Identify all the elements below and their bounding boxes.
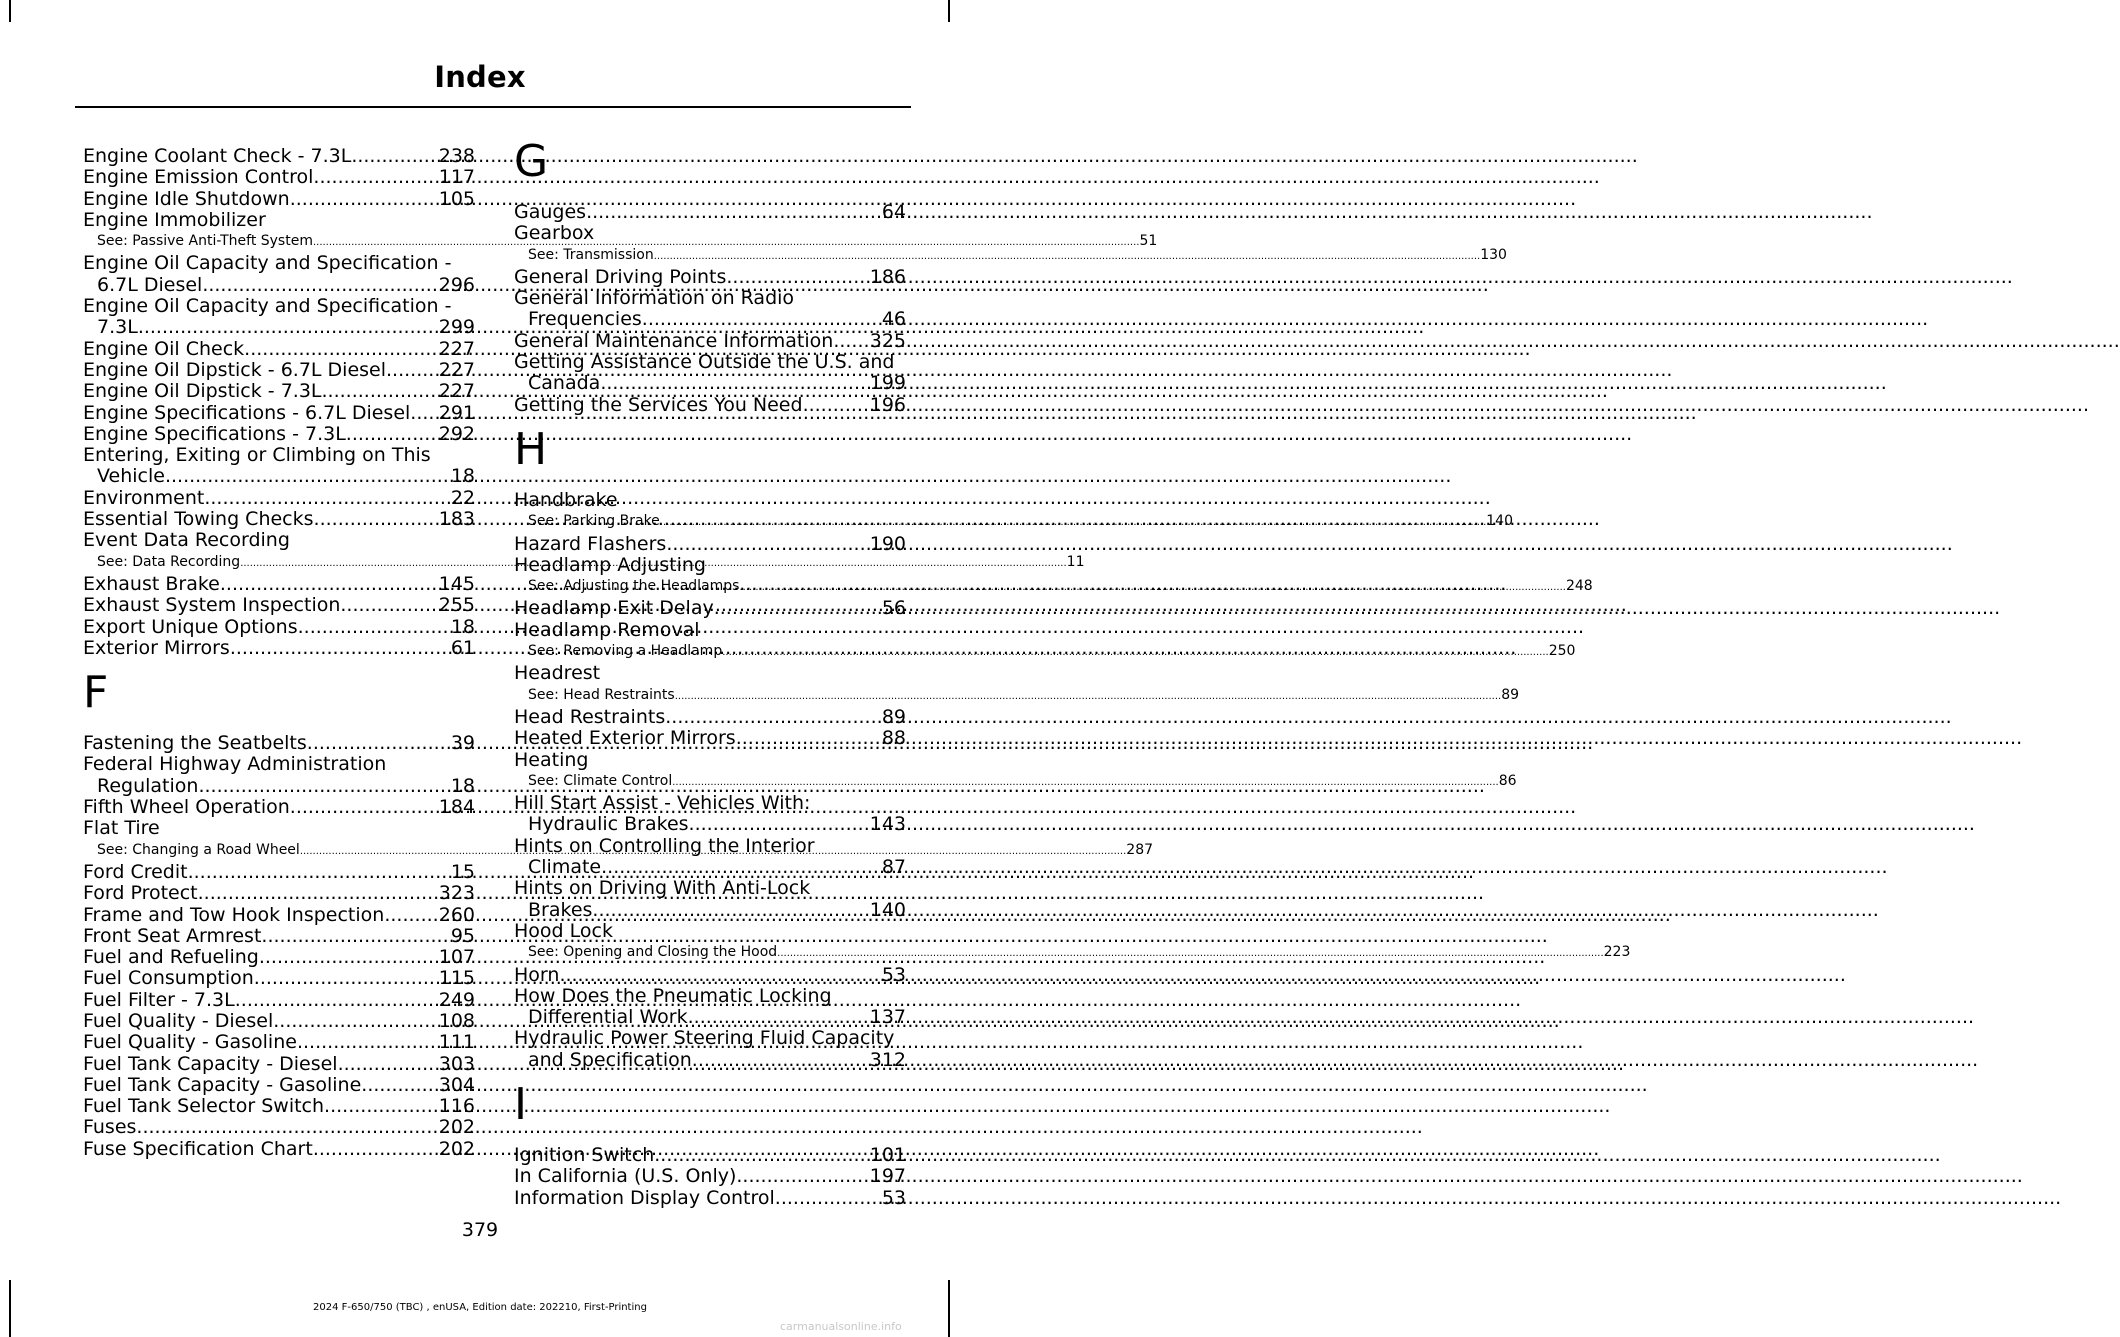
- dot-leader: [298, 617, 451, 638]
- entry-text: Engine Coolant Check - 7.3L: [83, 145, 352, 167]
- dot-leader: [410, 403, 438, 424]
- dot-leader: [338, 1054, 439, 1075]
- page-ref: 53: [881, 1186, 906, 1209]
- page-ref: 18: [450, 774, 475, 797]
- index-entry: [83, 617, 475, 638]
- index-heading: Engine Oil Capacity and Specification -: [83, 295, 452, 318]
- index-entry: [514, 1145, 906, 1166]
- index-entry: [514, 1166, 906, 1187]
- entry-text: Export Unique Options: [83, 615, 298, 638]
- index-entry: [514, 598, 906, 619]
- entry-text: Vehicle: [97, 465, 165, 488]
- index-heading: How Does the Pneumatic Locking: [514, 984, 832, 1007]
- page-ref: 223: [1603, 944, 1631, 961]
- page-ref: 197: [869, 1165, 906, 1188]
- entry-text: Horn: [514, 963, 560, 986]
- entry-text: Ford Credit: [83, 860, 188, 883]
- page-ref: 255: [438, 594, 475, 617]
- index-entry: [83, 905, 475, 926]
- dot-leader: [654, 246, 1480, 267]
- page-title: Index: [434, 60, 526, 94]
- dot-leader: [290, 797, 439, 818]
- dot-leader: [601, 857, 882, 878]
- index-entry: [514, 395, 906, 416]
- page-number: 379: [461, 1219, 499, 1241]
- index-heading: Headlamp Removal: [514, 618, 700, 641]
- dot-leader: [198, 776, 450, 797]
- entry-text: See: Parking Brake: [528, 513, 660, 530]
- index-entry: [83, 797, 475, 818]
- index-heading: Hints on Controlling the Interior: [514, 834, 815, 857]
- page-ref: 86: [1498, 772, 1517, 789]
- index-entry: [514, 534, 906, 555]
- page-ref: 53: [881, 963, 906, 986]
- dot-leader: [230, 638, 451, 659]
- see-reference: [514, 245, 1507, 267]
- dot-leader: [314, 509, 439, 530]
- index-entry: [83, 1054, 475, 1075]
- index-entry: [514, 1007, 906, 1028]
- dot-leader: [777, 943, 1603, 964]
- index-entry: [83, 339, 475, 360]
- entry-text: See: Passive Anti-Theft System: [97, 233, 313, 250]
- entry-text: Engine Specifications - 7.3L: [83, 422, 346, 445]
- dot-leader: [688, 1007, 870, 1028]
- page-ref: 202: [438, 1137, 475, 1160]
- entry-text: Fuel Tank Capacity - Gasoline: [83, 1073, 362, 1096]
- entry-text: Climate: [528, 856, 602, 879]
- page-ref: 143: [869, 813, 906, 836]
- index-heading: Handbrake: [514, 488, 618, 511]
- page-ref: 303: [438, 1052, 475, 1075]
- page-ref: 184: [438, 796, 475, 819]
- index-heading: Engine Immobilizer: [83, 208, 266, 231]
- index-entry: [83, 466, 475, 487]
- page-ref: 111: [438, 1031, 475, 1054]
- entry-text: 6.7L Diesel: [97, 273, 203, 296]
- page-ref: 183: [438, 508, 475, 531]
- index-entry: [83, 926, 475, 947]
- index-heading: Federal Highway Administration: [83, 753, 387, 776]
- index-entry: [83, 1075, 475, 1096]
- dot-leader: [675, 686, 1501, 707]
- entry-text: Exterior Mirrors: [83, 636, 230, 659]
- index-entry: [83, 862, 475, 883]
- dot-leader: [654, 1145, 869, 1166]
- page-ref: 323: [438, 882, 475, 905]
- page-ref: 22: [450, 486, 475, 509]
- dot-leader: [261, 926, 450, 947]
- page-ref: 15: [450, 860, 475, 883]
- entry-text: Engine Specifications - 6.7L Diesel: [83, 401, 411, 424]
- entry-text: Brakes: [528, 898, 593, 921]
- index-entry: [83, 1011, 475, 1032]
- dot-leader: [739, 577, 1565, 598]
- entry-text: Exhaust System Inspection: [83, 594, 341, 617]
- index-entry: [83, 189, 475, 210]
- see-reference: [514, 685, 1520, 707]
- dot-leader: [692, 1050, 870, 1071]
- header-rule: [75, 106, 911, 108]
- dot-leader: [722, 642, 1548, 663]
- dot-leader: [188, 862, 451, 883]
- index-heading: Getting Assistance Outside the U.S. and: [514, 351, 895, 374]
- index-entry: [83, 509, 475, 530]
- index-heading: Headlamp Adjusting: [514, 553, 706, 576]
- edition-footer: 2024 F-650/750 (TBC) , enUSA, Edition date: 202210, First-Printing: [313, 1302, 647, 1313]
- see-reference: [514, 511, 1513, 533]
- page-ref: 89: [1501, 686, 1520, 703]
- page-ref: 248: [1565, 578, 1593, 595]
- entry-text: Engine Emission Control: [83, 166, 314, 189]
- dot-leader: [346, 424, 439, 445]
- page-ref: 64: [881, 201, 906, 223]
- page-ref: 51: [1139, 233, 1158, 250]
- index-entry: [514, 1188, 906, 1209]
- page-ref: 115: [438, 967, 475, 990]
- dot-leader: [235, 990, 439, 1011]
- index-entry: [83, 776, 475, 797]
- page-ref: 105: [438, 187, 475, 210]
- page-ref: 18: [450, 615, 475, 638]
- entry-text: Ford Protect: [83, 882, 198, 905]
- index-entry: [514, 331, 906, 352]
- page-ref: 88: [881, 727, 906, 750]
- index-entry: [83, 1117, 475, 1138]
- entry-text: Engine Oil Dipstick - 7.3L: [83, 380, 322, 403]
- dot-leader: [273, 1011, 439, 1032]
- see-reference: [514, 641, 1576, 663]
- index-entry: [83, 381, 475, 402]
- page-ref: 137: [869, 1006, 906, 1029]
- entry-text: Fuel Tank Capacity - Diesel: [83, 1052, 338, 1075]
- see-reference: [514, 576, 1593, 598]
- entry-text: See: Climate Control: [528, 772, 673, 789]
- dot-leader: [665, 707, 882, 728]
- dot-leader: [254, 968, 439, 989]
- index-entry: [514, 202, 906, 223]
- page-ref: 249: [438, 988, 475, 1011]
- index-heading: Hints on Driving With Anti-Lock: [514, 877, 811, 900]
- dot-leader: [297, 1032, 439, 1053]
- index-entry: [514, 900, 906, 921]
- dot-leader: [384, 905, 438, 926]
- page-ref: 238: [438, 145, 475, 167]
- entry-text: Frame and Tow Hook Inspection: [83, 903, 385, 926]
- watermark: carmanualsonline.info: [780, 1320, 902, 1333]
- entry-text: Fuel Quality - Gasoline: [83, 1031, 297, 1054]
- dot-leader: [313, 167, 438, 188]
- dot-leader: [726, 267, 869, 288]
- index-entry: [514, 707, 906, 728]
- index-heading: Event Data Recording: [83, 529, 290, 552]
- page-ref: 250: [1548, 643, 1576, 660]
- page-ref: 186: [869, 265, 906, 288]
- dot-leader: [259, 947, 439, 968]
- dot-leader: [136, 1117, 438, 1138]
- dot-leader: [322, 381, 439, 402]
- index-entry: [83, 275, 475, 296]
- entry-text: 7.3L: [97, 316, 138, 339]
- entry-text: Hydraulic Brakes: [528, 813, 689, 836]
- entry-text: Head Restraints: [514, 705, 666, 728]
- dot-leader: [290, 189, 439, 210]
- page-ref: 227: [438, 337, 475, 360]
- page-ref: 145: [438, 572, 475, 595]
- dot-leader: [202, 275, 438, 296]
- index-entry: [83, 1096, 475, 1117]
- page-ref: 227: [438, 358, 475, 381]
- page-ref: 101: [869, 1143, 906, 1166]
- entry-text: Hazard Flashers: [514, 532, 667, 555]
- dot-leader: [736, 1166, 869, 1187]
- index-heading: Heating: [514, 748, 589, 771]
- entry-text: Getting the Services You Need: [514, 393, 803, 416]
- index-entry: [83, 488, 475, 509]
- page-ref: 190: [869, 532, 906, 555]
- index-entry: [514, 814, 906, 835]
- index-heading: Hydraulic Power Steering Fluid Capacity: [514, 1027, 895, 1050]
- index-entry: [83, 167, 475, 188]
- page-ref: 130: [1480, 246, 1507, 263]
- page-ref: 18: [450, 465, 475, 488]
- index-entry: [514, 965, 906, 986]
- index-entry: [83, 403, 475, 424]
- index-entry: [83, 574, 475, 595]
- index-entry: [83, 360, 475, 381]
- page-ref: 89: [881, 705, 906, 728]
- index-heading: Headrest: [514, 662, 601, 685]
- index-entry: [83, 595, 475, 616]
- page-ref: 95: [450, 924, 475, 947]
- dot-leader: [386, 360, 439, 381]
- entry-text: Exhaust Brake: [83, 572, 220, 595]
- entry-text: Fastening the Seatbelts: [83, 732, 307, 755]
- entry-text: Fuel and Refueling: [83, 946, 259, 969]
- page-ref: 312: [869, 1048, 906, 1071]
- crop-mark-top-right: [948, 0, 950, 22]
- page-ref: 117: [438, 166, 475, 189]
- section-letter: H: [514, 423, 548, 475]
- page-ref: 140: [1486, 513, 1513, 530]
- page-ref: 140: [869, 898, 906, 921]
- entry-text: Fuel Consumption: [83, 967, 254, 990]
- crop-mark-top-left: [9, 0, 11, 22]
- entry-text: and Specification: [528, 1048, 692, 1071]
- entry-text: See: Opening and Closing the Hood: [528, 944, 778, 961]
- index-entry: [514, 267, 906, 288]
- index-entry: [83, 638, 475, 659]
- entry-text: General Maintenance Information: [514, 329, 834, 352]
- dot-leader: [689, 814, 870, 835]
- see-reference: [514, 771, 1517, 793]
- page-ref: 39: [450, 732, 475, 755]
- index-heading: Engine Oil Capacity and Specification -: [83, 252, 452, 275]
- index-heading: Entering, Exiting or Climbing on This: [83, 444, 431, 467]
- entry-text: Information Display Control: [514, 1186, 775, 1209]
- dot-leader: [198, 883, 439, 904]
- see-reference: [514, 942, 1631, 964]
- page-ref: 56: [881, 597, 906, 620]
- index-entry: [83, 990, 475, 1011]
- index-entry: [83, 317, 475, 338]
- page-ref: 116: [438, 1095, 475, 1118]
- entry-text: Frequencies: [528, 308, 642, 331]
- dot-leader: [672, 772, 1498, 793]
- entry-text: See: Transmission: [528, 246, 654, 263]
- dot-leader: [244, 339, 439, 360]
- index-heading: Gearbox: [514, 222, 595, 245]
- index-heading: General Information on Radio: [514, 287, 795, 310]
- page-ref: 227: [438, 380, 475, 403]
- index-entry: [83, 1032, 475, 1053]
- dot-leader: [204, 488, 450, 509]
- entry-text: Front Seat Armrest: [83, 924, 262, 947]
- page-ref: 325: [869, 329, 906, 352]
- dot-leader: [803, 395, 870, 416]
- entry-text: In California (U.S. Only): [514, 1165, 737, 1188]
- index-entry: [514, 309, 906, 330]
- dot-leader: [775, 1188, 882, 1209]
- entry-text: Essential Towing Checks: [83, 508, 314, 531]
- page-ref: 287: [1126, 841, 1154, 858]
- page-ref: 108: [438, 1009, 475, 1032]
- page-ref: 107: [438, 946, 475, 969]
- index-entry: [83, 883, 475, 904]
- entry-text: Gauges: [514, 201, 587, 223]
- dot-leader: [586, 202, 882, 223]
- entry-text: Engine Oil Dipstick - 6.7L Diesel: [83, 358, 386, 381]
- section-letter: I: [514, 1078, 527, 1130]
- entry-text: General Driving Points: [514, 265, 727, 288]
- page-ref: 11: [1066, 553, 1085, 570]
- dot-leader: [165, 466, 451, 487]
- dot-leader: [736, 728, 882, 749]
- entry-text: See: Removing a Headlamp: [528, 643, 723, 660]
- page-ref: 202: [438, 1116, 475, 1139]
- dot-leader: [220, 574, 439, 595]
- dot-leader: [833, 331, 869, 352]
- entry-text: Ignition Switch: [514, 1143, 655, 1166]
- entry-text: Fuses: [83, 1116, 137, 1139]
- entry-text: Engine Idle Shutdown: [83, 187, 290, 210]
- dot-leader: [313, 1139, 439, 1160]
- index-entry: [514, 857, 906, 878]
- dot-leader: [340, 595, 438, 616]
- dot-leader: [324, 1096, 439, 1117]
- dot-leader: [600, 373, 869, 394]
- entry-text: Engine Oil Check: [83, 337, 245, 360]
- index-entry: [83, 1139, 475, 1160]
- index-entry: [83, 947, 475, 968]
- dot-leader: [559, 965, 881, 986]
- page-ref: 87: [881, 856, 906, 879]
- page-ref: 199: [869, 372, 906, 395]
- index-entry: [83, 733, 475, 754]
- index-entry: [83, 424, 475, 445]
- section-letter: G: [514, 136, 549, 187]
- entry-text: Differential Work: [528, 1006, 688, 1029]
- entry-text: See: Changing a Road Wheel: [97, 841, 300, 858]
- entry-text: Fifth Wheel Operation: [83, 796, 290, 819]
- page-ref: 292: [438, 422, 475, 445]
- index-entry: [514, 373, 906, 394]
- entry-text: Regulation: [97, 774, 199, 797]
- page-ref: 196: [869, 393, 906, 416]
- page-ref: 296: [438, 273, 475, 296]
- section-letter: F: [83, 667, 109, 719]
- dot-leader: [592, 900, 869, 921]
- entry-text: Fuel Filter - 7.3L: [83, 988, 235, 1011]
- index-heading: Hood Lock: [514, 919, 613, 942]
- entry-text: See: Data Recording: [97, 553, 241, 570]
- entry-text: Headlamp Exit Delay: [514, 597, 714, 620]
- dot-leader: [666, 534, 869, 555]
- page-ref: 260: [438, 903, 475, 926]
- index-heading: Hill Start Assist - Vehicles With:: [514, 792, 811, 815]
- index-entry: [514, 1050, 906, 1071]
- dot-leader: [361, 1075, 438, 1096]
- entry-text: See: Adjusting the Headlamps: [528, 578, 740, 595]
- entry-text: Environment: [83, 486, 205, 509]
- entry-text: Fuel Quality - Diesel: [83, 1009, 274, 1032]
- dot-leader: [660, 512, 1486, 533]
- entry-text: Fuse Specification Chart: [83, 1137, 313, 1160]
- page-ref: 61: [450, 636, 475, 659]
- entry-text: Fuel Tank Selector Switch: [83, 1095, 325, 1118]
- index-entry: [83, 146, 475, 167]
- dot-leader: [351, 146, 438, 167]
- dot-leader: [642, 309, 882, 330]
- entry-text: See: Head Restraints: [528, 686, 675, 703]
- index-entry: [514, 728, 906, 749]
- page-ref: 304: [438, 1073, 475, 1096]
- page-ref: 291: [438, 401, 475, 424]
- dot-leader: [138, 317, 439, 338]
- dot-leader: [714, 598, 882, 619]
- dot-leader: [307, 733, 451, 754]
- entry-text: Canada: [528, 372, 601, 395]
- page-ref: 299: [438, 316, 475, 339]
- page-ref: 46: [881, 308, 906, 331]
- index-heading: Flat Tire: [83, 817, 160, 840]
- index-entry: [83, 968, 475, 989]
- entry-text: Heated Exterior Mirrors: [514, 727, 736, 750]
